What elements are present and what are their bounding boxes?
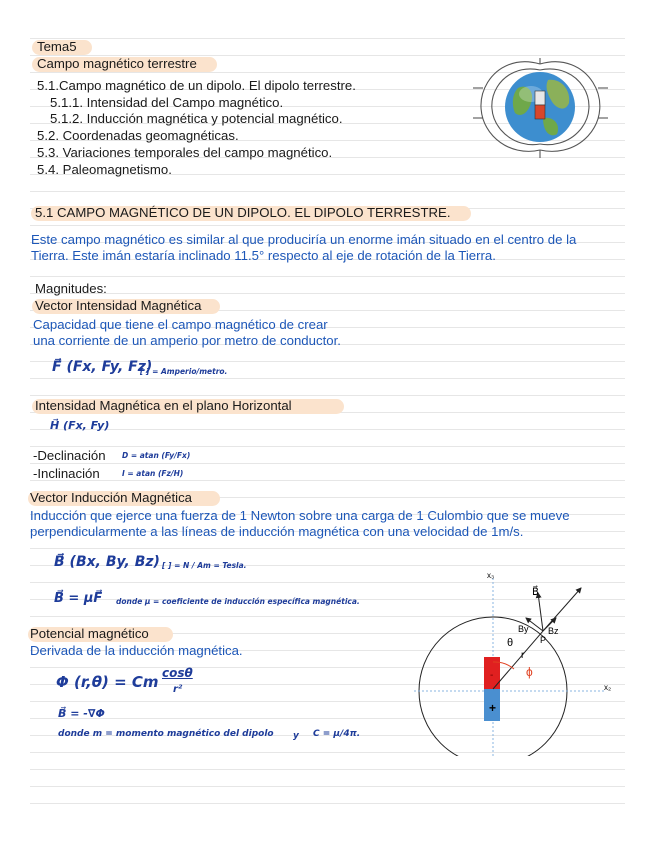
ruled-line xyxy=(30,378,625,379)
ruled-line xyxy=(30,803,625,804)
h-vector-formula: H⃗ (Fx, Fy) xyxy=(50,419,110,432)
toc-item: 5.1.1. Intensidad del Campo magnético. xyxy=(50,95,284,110)
dipole-diagram xyxy=(414,566,616,756)
dipole-moment-note: donde m = momento magnético del dipolo xyxy=(58,729,274,739)
ruled-line xyxy=(30,293,625,294)
by-label: By xyxy=(518,624,529,634)
f-vector-formula: F⃗ (Fx, Fy, Fz) xyxy=(52,359,153,375)
r-label: r xyxy=(521,650,525,661)
inclinacion-formula: I = atan (Fz/H) xyxy=(122,469,184,478)
horizontal-heading: Intensidad Magnética en el plano Horizontal xyxy=(35,398,292,413)
c-constant-note: C = μ/4π. xyxy=(313,729,361,739)
tema-label: Tema5 xyxy=(37,39,77,54)
x2-axis-label: x₂ xyxy=(604,683,612,692)
phi-label: ϕ xyxy=(526,665,533,679)
b-mu-note: donde μ = coeficiente de inducción específica magnética. xyxy=(116,597,360,606)
ruled-line xyxy=(30,429,625,430)
potencial-heading: Potencial magnético xyxy=(30,626,149,641)
intensity-heading: Vector Intensidad Magnética xyxy=(35,298,202,313)
radius-vector xyxy=(493,631,543,689)
b-vector-formula: B⃗ (Bx, By, Bz) xyxy=(54,554,160,570)
plus-label: + xyxy=(489,701,497,715)
toc-item: 5.3. Variaciones temporales del campo magnético. xyxy=(37,145,333,160)
declinacion-label: -Declinación xyxy=(33,448,106,463)
ruled-line xyxy=(30,38,625,39)
ruled-line xyxy=(30,463,625,464)
ruled-line xyxy=(30,225,625,226)
intensity-desc: Capacidad que tiene el campo magnético de crear xyxy=(33,317,328,332)
radial-component xyxy=(543,588,581,631)
inclinacion-label: -Inclinación xyxy=(33,466,100,481)
bz-label: Bz xyxy=(548,626,559,636)
page-subtitle: Campo magnético terrestre xyxy=(37,56,197,71)
phi-numerator: cosθ xyxy=(162,666,193,680)
b-vector xyxy=(538,593,543,631)
induccion-desc: Inducción que ejerce una fuerza de 1 Newton sobre una carga de 1 Culombio que se mueve xyxy=(30,508,570,523)
intro-line: Tierra. Este imán estaría inclinado 11.5° respecto al eje de rotación de la Tierra. xyxy=(31,248,496,263)
potencial-desc: Derivada de la inducción magnética. xyxy=(30,643,243,658)
x3-axis-label: x₃ xyxy=(487,571,495,580)
ruled-line xyxy=(30,395,625,396)
b-mu-formula: B⃗ = μF⃗ xyxy=(54,591,103,606)
p-label: P xyxy=(540,635,547,645)
magnitudes-label: Magnitudes: xyxy=(35,281,107,296)
note-connector: y xyxy=(293,731,299,741)
declinacion-formula: D = atan (Fy/Fx) xyxy=(122,451,191,460)
ruled-line xyxy=(30,191,625,192)
b-label: B⃗ xyxy=(532,587,539,598)
b-units: [ ] = N / Am = Tesla. xyxy=(162,561,247,570)
phi-formula: Φ (r,θ) = Cm xyxy=(56,673,159,691)
f-units: [ ] = Amperio/metro. xyxy=(140,367,228,376)
theta-label: θ xyxy=(507,637,514,649)
intensity-desc: una corriente de un amperio por metro de conductor. xyxy=(33,333,341,348)
ruled-line xyxy=(30,446,625,447)
ruled-line xyxy=(30,786,625,787)
intro-line: Este campo magnético es similar al que produciría un enorme imán situado en el centro de la xyxy=(31,232,577,247)
section-title: 5.1 CAMPO MAGNÉTICO DE UN DIPOLO. EL DIPOLO TERRESTRE. xyxy=(35,205,451,220)
toc-item: 5.1.Campo magnético de un dipolo. El dipolo terrestre. xyxy=(37,78,356,93)
induccion-heading: Vector Inducción Magnética xyxy=(30,490,193,505)
induccion-desc: perpendicularmente a las líneas de inducción magnética con una velocidad de 1m/s. xyxy=(30,524,524,539)
ruled-line xyxy=(30,548,625,549)
ruled-line xyxy=(30,480,625,481)
gradient-formula: B⃗ = -∇Φ xyxy=(58,707,105,720)
phi-denominator: r² xyxy=(173,684,183,695)
toc-item: 5.1.2. Inducción magnética y potencial magnético. xyxy=(50,111,343,126)
earth-field-illustration xyxy=(473,58,608,158)
toc-item: 5.2. Coordenadas geomagnéticas. xyxy=(37,128,239,143)
by-component xyxy=(526,618,543,631)
toc-item: 5.4. Paleomagnetismo. xyxy=(37,162,172,177)
ruled-line xyxy=(30,769,625,770)
minus-label: - xyxy=(490,670,494,681)
ruled-line xyxy=(30,276,625,277)
